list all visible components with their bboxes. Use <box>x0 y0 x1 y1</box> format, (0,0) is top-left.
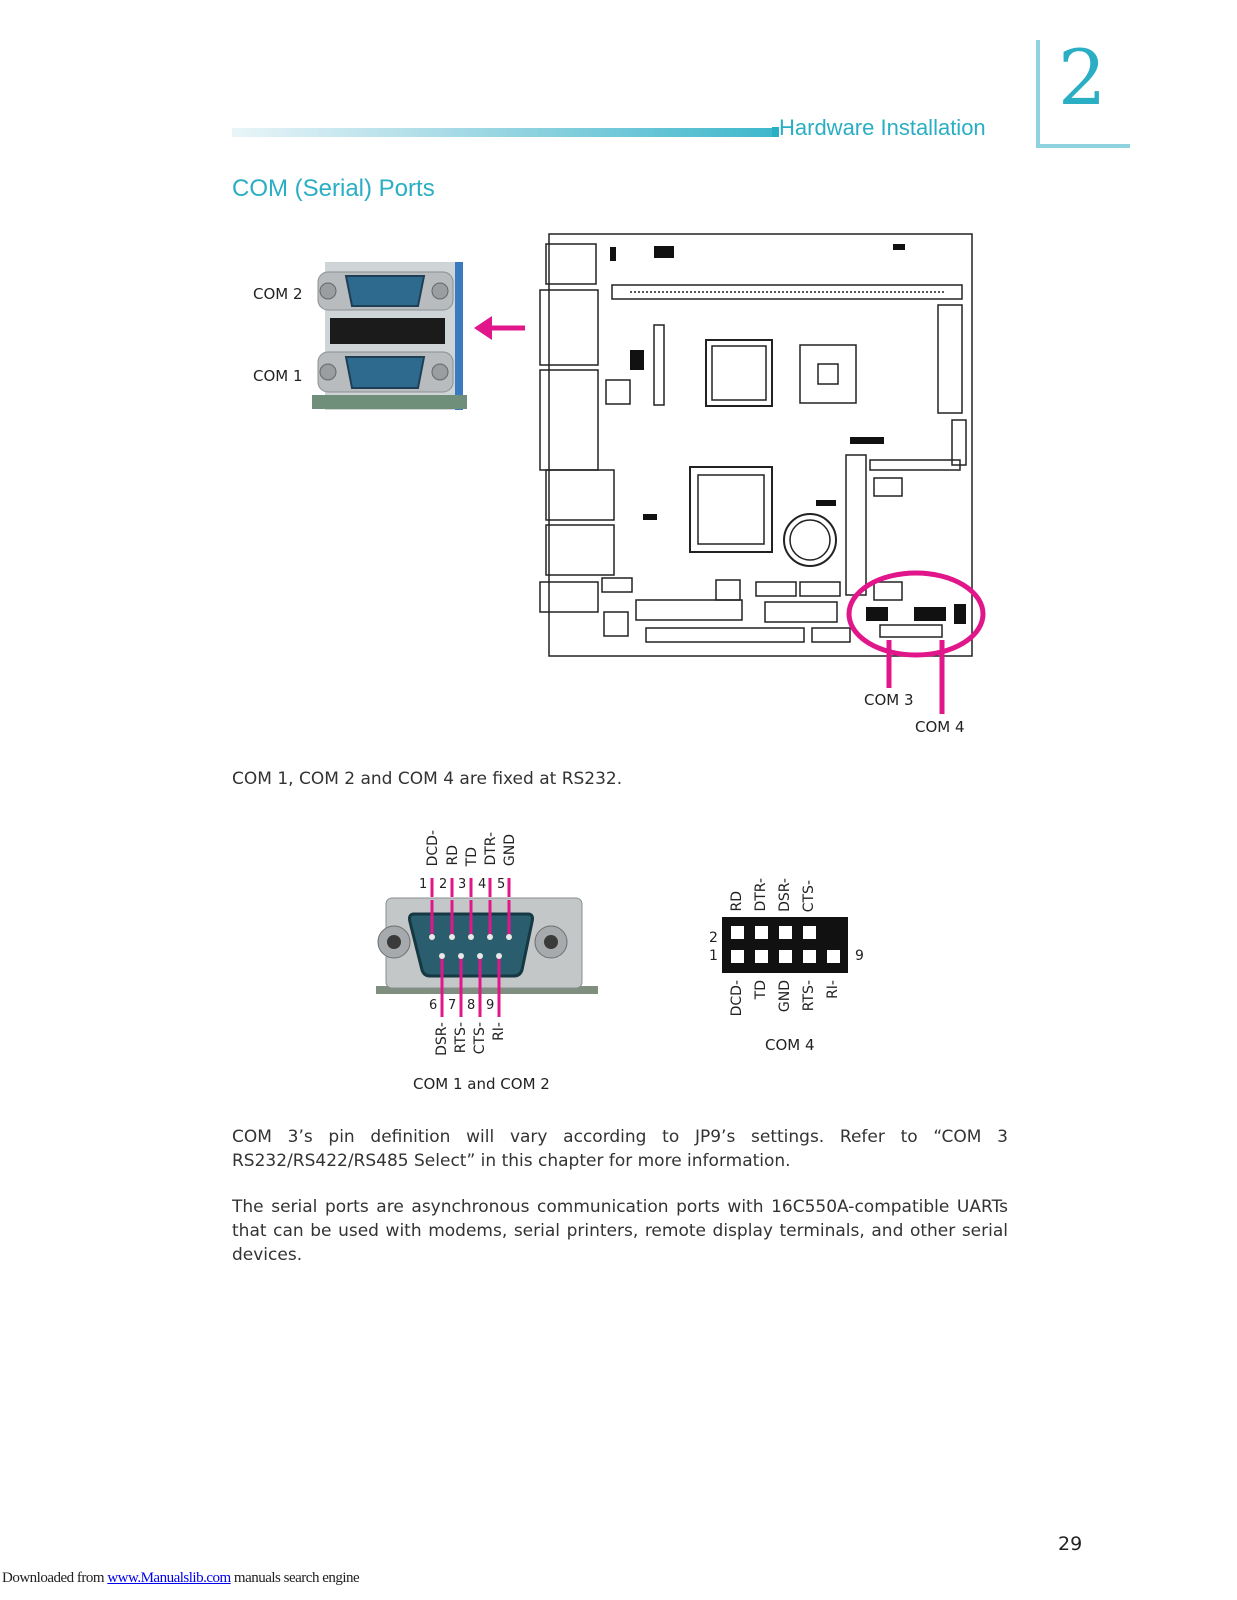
db9-signal-cts: CTS- <box>472 1022 488 1055</box>
header-title: Hardware Installation <box>779 115 986 140</box>
db9-pin-9: 9 <box>486 998 495 1013</box>
db9-signal-dsr: DSR- <box>434 1022 450 1056</box>
com4-signal-rd: RD <box>729 891 745 912</box>
db9-signal-rts: RTS- <box>453 1022 469 1054</box>
manualslib-link[interactable]: www.Manualslib.com <box>107 1570 231 1586</box>
db9-signal-dtr: DTR- <box>483 832 499 866</box>
footer-suffix: manuals search engine <box>230 1570 360 1586</box>
com4-caption: COM 4 <box>765 1036 815 1054</box>
com4-pin-1: 1 <box>709 948 718 964</box>
com4-header <box>722 917 848 973</box>
footer-prefix: Downloaded from <box>2 1570 108 1586</box>
com4-signal-ri: RI- <box>825 980 841 999</box>
db9-caption: COM 1 and COM 2 <box>413 1075 550 1093</box>
db9-pin-6: 6 <box>429 998 438 1013</box>
db9-pin-8: 8 <box>467 998 476 1013</box>
com4-label: COM 4 <box>915 718 965 736</box>
com4-signal-dsr: DSR- <box>777 878 793 912</box>
com4-signal-dtr: DTR- <box>753 878 769 912</box>
db9-signal-rd: RD <box>445 845 461 866</box>
com4-pin-9: 9 <box>855 948 864 964</box>
com3-label: COM 3 <box>864 691 914 709</box>
chapter-number: 2 <box>1058 33 1107 122</box>
db9-signal-gnd: GND <box>502 833 518 866</box>
db9-signal-ri: RI- <box>491 1022 507 1041</box>
com4-signal-cts: CTS- <box>801 879 817 912</box>
section-title: COM (Serial) Ports <box>232 175 435 202</box>
db9-signal-td: TD <box>464 846 480 866</box>
com4-signal-rts: RTS- <box>801 980 817 1012</box>
db9-pin-2: 2 <box>439 877 448 892</box>
com4-signal-td: TD <box>753 980 769 1000</box>
db9-pin-4: 4 <box>478 877 487 892</box>
page-number: 29 <box>1058 1533 1083 1555</box>
db9-pin-3: 3 <box>458 877 467 892</box>
db9-signal-dcd: DCD- <box>425 829 441 866</box>
com4-signal-gnd: GND <box>777 980 793 1013</box>
com1-label: COM 1 <box>253 367 303 385</box>
com4-pin-2: 2 <box>709 930 718 946</box>
paragraph-serial-ports: The serial ports are asynchronous communication ports with 16C550A-compatible UARTs that can be used with modems, serial printers, remote display terminals, and other serial devices. <box>232 1197 1008 1265</box>
footer-download-note <box>2 1570 359 1587</box>
db9-pin-1: 1 <box>419 877 428 892</box>
db9-pin-5: 5 <box>497 877 506 892</box>
com4-signal-dcd: DCD- <box>729 980 745 1017</box>
paragraph-com3: COM 3’s pin definition will vary according to JP9’s settings. Refer to “COM 3 RS232/RS422/RS485 Select” in this chapter for more information. <box>232 1127 1008 1171</box>
paragraph-rs232: COM 1, COM 2 and COM 4 are fixed at RS232. <box>232 769 623 789</box>
db9-pin-7: 7 <box>448 998 457 1013</box>
com2-label: COM 2 <box>253 285 303 303</box>
